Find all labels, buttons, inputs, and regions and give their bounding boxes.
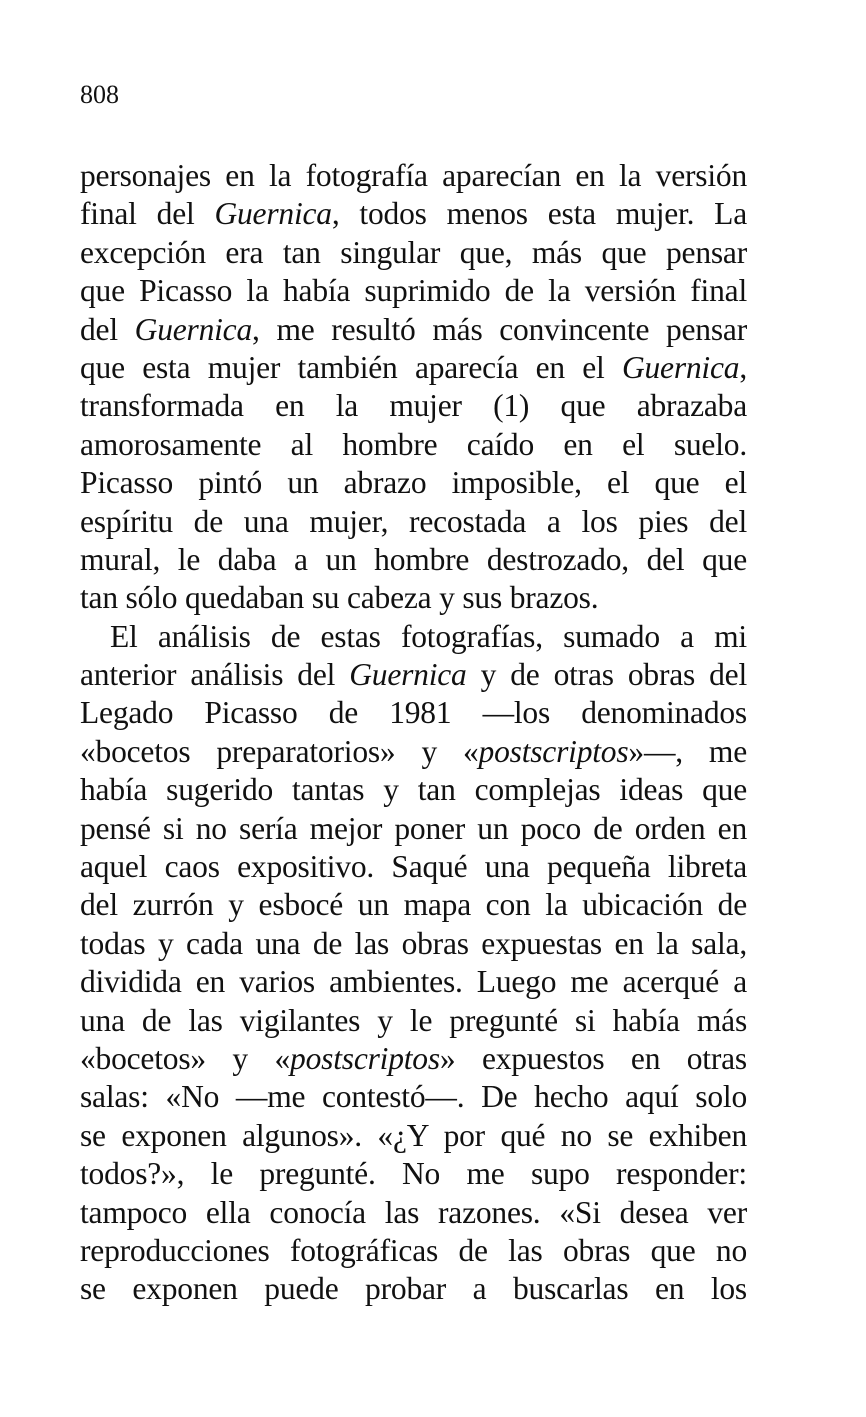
text-segment: , me resultó más convincente pensar [252, 311, 747, 347]
text-line [80, 195, 747, 233]
italic-title: Guernica [349, 657, 467, 693]
text-segment: Picasso pintó un abrazo imposible, el que el [80, 465, 747, 501]
text-line [80, 618, 747, 656]
text-line [80, 733, 747, 771]
text-segment: todas y cada una de las obras expuestas en la sala, [80, 925, 747, 961]
text-segment: aquel caos expositivo. Saqué una pequeña libreta [80, 849, 747, 885]
text-line [80, 1078, 747, 1116]
page-number: 808 [80, 80, 119, 109]
text-segment: una de las vigilantes y le pregunté si había más [80, 1002, 747, 1038]
text-line [80, 771, 747, 809]
text-segment: transformada en la mujer (1) que abrazaba [80, 388, 747, 424]
text-segment: Legado Picasso de 1981 —los denominados [80, 695, 747, 731]
body-text [80, 157, 747, 1309]
text-line [80, 1232, 747, 1270]
text-line [80, 157, 747, 195]
text-line [80, 963, 747, 1001]
text-line [80, 387, 747, 425]
text-line [80, 1040, 747, 1078]
italic-title: Guernica [621, 349, 740, 385]
text-segment: pensé si no sería mejor poner un poco de orden en [80, 810, 747, 846]
text-line [80, 541, 747, 579]
text-segment: mural, le daba a un hombre destrozado, del que [80, 541, 747, 577]
text-line [80, 579, 747, 617]
text-line [80, 311, 747, 349]
text-segment: , todos menos esta mujer. La [331, 196, 747, 232]
text-segment: amorosamente al hombre caído en el suelo. [80, 426, 747, 462]
text-line [80, 810, 747, 848]
italic-title: Guernica [134, 311, 253, 347]
text-segment: » expuestos en otras [439, 1040, 747, 1076]
text-segment: , [739, 349, 747, 385]
text-segment: excepción era tan singular que, más que pensar [80, 234, 747, 270]
text-segment: personajes en la fotografía aparecían en la versión [80, 158, 747, 193]
text-segment: se exponen algunos». «¿Y por qué no se exhiben [80, 1117, 747, 1153]
text-line [80, 1155, 747, 1193]
text-segment: y de otras obras del [466, 657, 747, 693]
text-segment: tan sólo quedaban su cabeza y sus brazos. [80, 580, 599, 616]
text-line [80, 464, 747, 502]
text-line [80, 656, 747, 694]
text-segment: El análisis de estas fotografías, sumado a mi [110, 618, 747, 654]
text-line [80, 272, 747, 310]
text-segment: había sugerido tantas y tan complejas ideas que [80, 772, 747, 808]
text-segment: dividida en varios ambientes. Luego me acerqué a [80, 964, 747, 1000]
italic-title: postscriptos [478, 733, 629, 769]
text-segment: reproducciones fotográficas de las obras que no [80, 1232, 747, 1268]
text-line [80, 694, 747, 732]
text-segment: «bocetos» y « [80, 1040, 291, 1076]
text-line [80, 848, 747, 886]
text-segment: que esta mujer también aparecía en el [80, 349, 622, 385]
text-segment: »—, me [628, 733, 747, 769]
text-line [80, 925, 747, 963]
text-segment: se exponen puede probar a buscarlas en los [80, 1271, 747, 1307]
text-segment: espíritu de una mujer, recostada a los pies del [80, 503, 747, 539]
text-segment: salas: «No —me contestó—. De hecho aquí solo [80, 1079, 747, 1115]
text-segment: final del [80, 196, 215, 232]
text-line [80, 1002, 747, 1040]
text-segment: «bocetos preparatorios» y « [80, 733, 479, 769]
text-line [80, 1117, 747, 1155]
text-segment: del [80, 311, 135, 347]
text-segment: tampoco ella conocía las razones. «Si desea ver [80, 1194, 747, 1230]
italic-title: Guernica [214, 196, 332, 232]
text-line [80, 349, 747, 387]
text-segment: que Picasso la había suprimido de la versión final [80, 273, 747, 309]
text-segment: del zurrón y esbocé un mapa con la ubicación de [80, 887, 747, 923]
italic-title: postscriptos [290, 1040, 440, 1076]
text-line [80, 503, 747, 541]
text-line [80, 426, 747, 464]
text-line [80, 234, 747, 272]
text-segment: todos?», le pregunté. No me supo responder: [80, 1156, 747, 1192]
text-segment: anterior análisis del [80, 657, 350, 693]
text-line [80, 1270, 747, 1308]
text-line [80, 886, 747, 924]
text-line [80, 1194, 747, 1232]
